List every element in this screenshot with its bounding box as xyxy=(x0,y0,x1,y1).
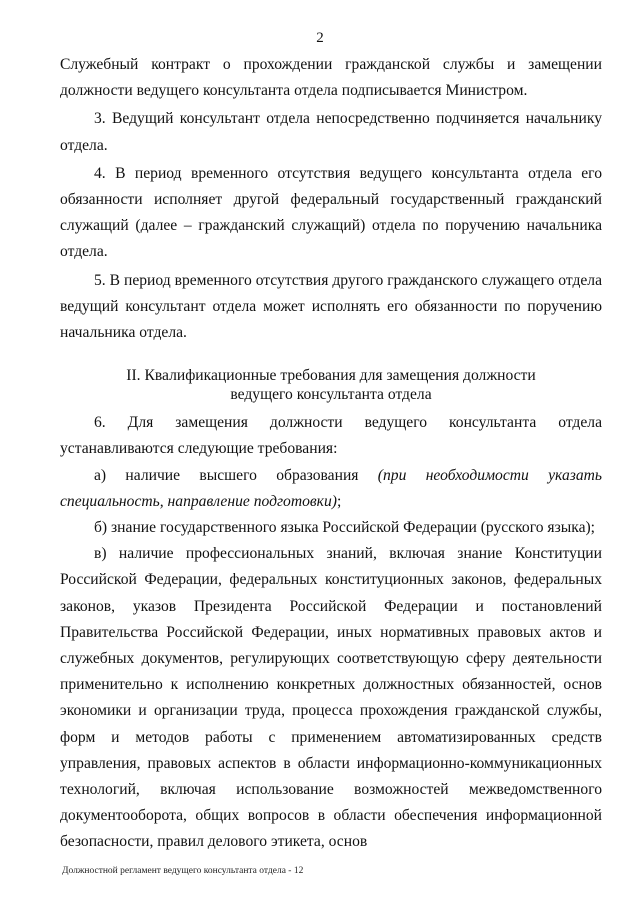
section-title-line-2: ведущего консультанта отдела xyxy=(230,386,432,404)
paragraph-substitution: 5. В период временного отсутствия другого гражданского служащего отдела ведущий консультант отдела может исполнять его обязанности по поручению начальника отдела. xyxy=(60,271,602,342)
page-number: 2 xyxy=(316,30,324,46)
requirement-a-end: ; xyxy=(336,492,342,510)
requirement-c: в) наличие профессиональных знаний, включая знание Конституции Российской Федерации, федеральных конституционных законов, федеральных законов, указов Президента Российской Федерации и постановлений Правительства Российской Федерации, иных нормативных правовых актов и служебных документов, регулирующих соответствующую сферу деятельности применительно к исполнению конкретных должностных обязанностей, основ экономики и организации труда, процесса прохождения гражданской службы, форм и методов работы с применением автоматизированных средств управления, правовых аспектов в области информационно-коммуникационных технологий, включая использование возможностей межведомственного документооборота, общих вопросов в области обеспечения информационной безопасности, правил делового этикета, основ xyxy=(60,545,602,851)
requirement-a-text: а) наличие высшего образования xyxy=(94,466,378,484)
paragraph-contract-signing: Служебный контракт о прохождении гражданской службы и замещении должности ведущего консультанта отдела подписывается Министром. xyxy=(60,56,602,100)
document-body xyxy=(60,52,602,856)
paragraph-subordination: 3. Ведущий консультант отдела непосредственно подчиняется начальнику отдела. xyxy=(60,110,602,154)
requirement-b: б) знание государственного языка Российской Федерации (русского языка); xyxy=(94,519,596,537)
footer-note: Должностной регламент ведущего консультанта отдела - 12 xyxy=(62,866,304,876)
requirement-a-note: (при необходимости указать специальность, направление подготовки) xyxy=(60,466,602,510)
section-title-line-1: II. Квалификационные требования для замещения должности xyxy=(126,367,536,385)
paragraph-absence-duties: 4. В период временного отсутствия ведущего консультанта отдела его обязанности исполняет другой федеральный государственный гражданский служащий (далее – гражданский служащий) отдела по поручению начальника отдела. xyxy=(60,164,602,261)
requirements-intro: 6. Для замещения должности ведущего консультанта отдела устанавливаются следующие требования: xyxy=(60,414,602,458)
section-title xyxy=(60,366,602,404)
requirement-a xyxy=(60,463,602,515)
